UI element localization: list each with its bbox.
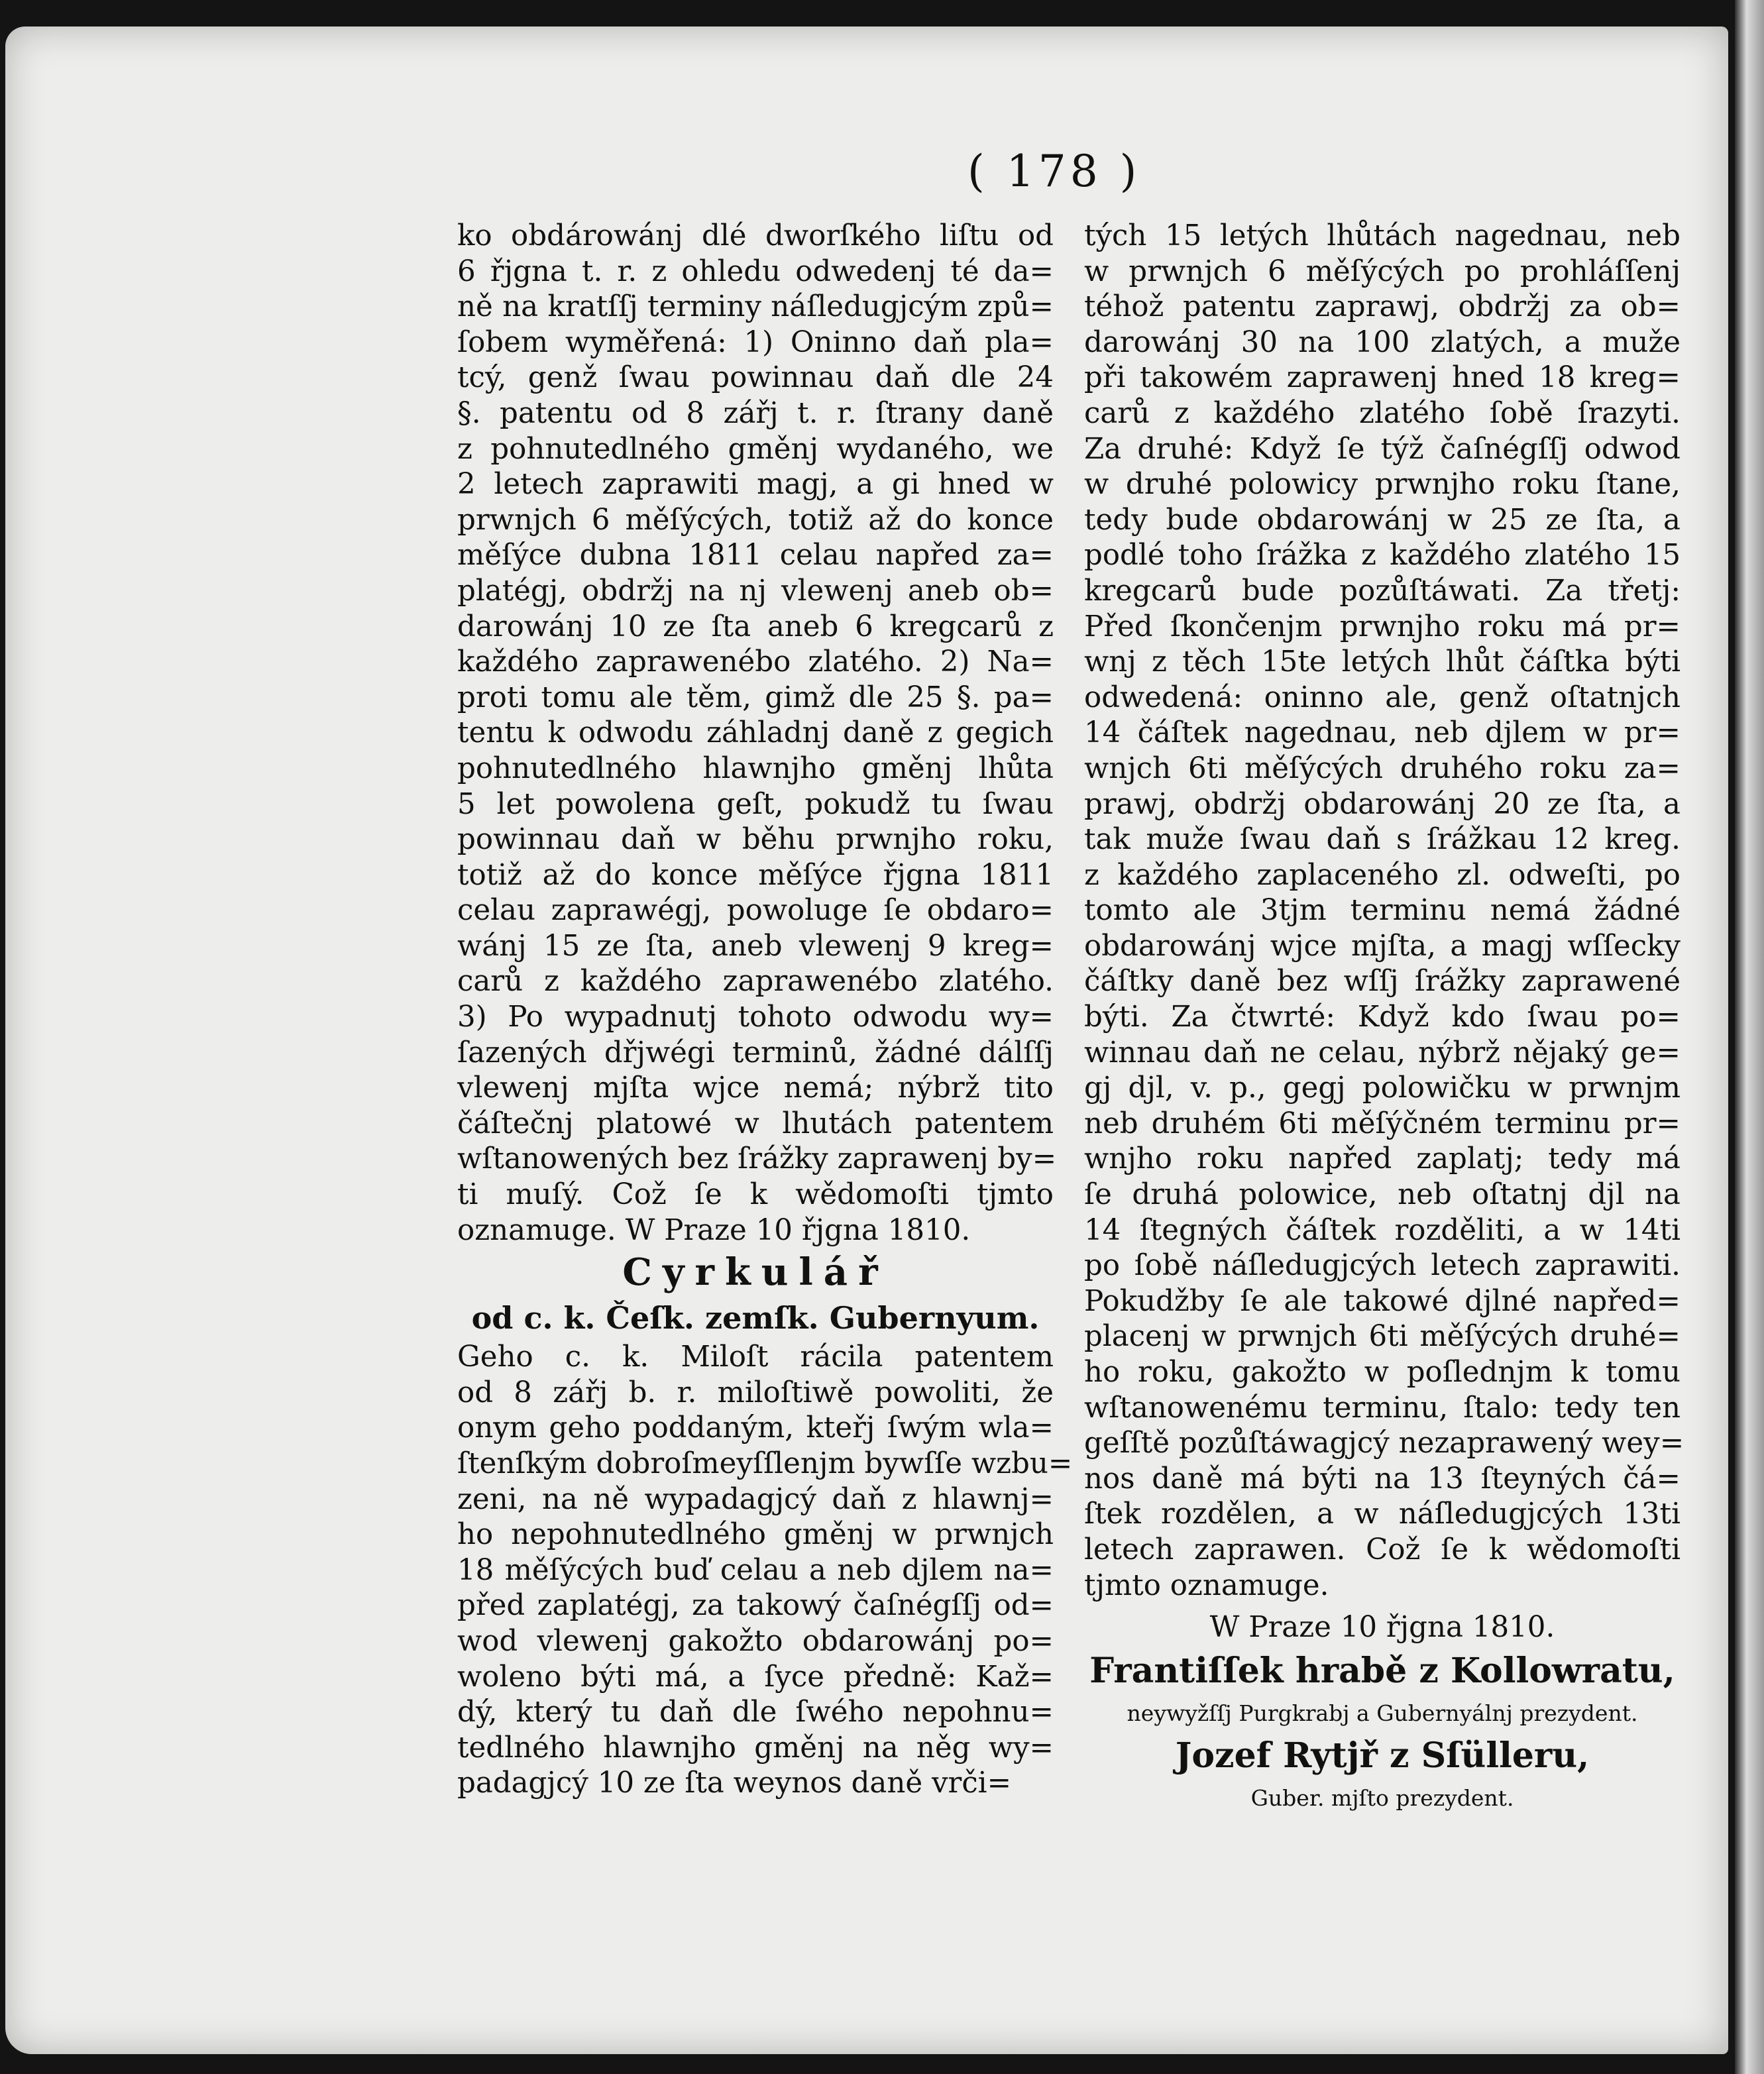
text-line: 6 řjgna t. r. z ohledu odwedenj té da= (457, 254, 1054, 288)
text-line: Pokudžby ſe ale takowé djlné napřed= (1084, 1284, 1681, 1318)
text-line: čáſtečnj platowé w lhutách patentem (457, 1107, 1054, 1140)
text-line: Před ſkončenjm prwnjho roku má pr= (1084, 610, 1681, 643)
circular-subheading: od c. k. Čeſk. zemſk. Gubernyum. (471, 1300, 1040, 1337)
text-line: 14 čáſtek nagednau, neb djlem w pr= (1084, 716, 1681, 750)
text-line: po ſobě náſledugjcých letech zaprawiti. (1084, 1249, 1681, 1283)
text-line: prwnjch 6 měſýcých, totiž až do konce (457, 503, 1054, 537)
text-line: z každého zaplaceného zl. odweſti, po (1084, 858, 1681, 892)
text-line: býti. Za čtwrté: Když kdo ſwau po= (1084, 1001, 1681, 1034)
text-line: měſýce dubna 1811 celau napřed za= (457, 539, 1054, 573)
signature-rytir-title: Guber. mjſto prezydent. (1250, 1784, 1514, 1811)
text-line: před zaplatégj, za takowý čaſnégſſj od= (457, 1589, 1054, 1623)
text-line: totiž až do konce měſýce řjgna 1811 (457, 858, 1054, 892)
text-line: prawj, obdržj obdarowánj 20 ze ſta, a (1084, 787, 1681, 821)
page-edge (1735, 0, 1764, 2074)
text-line: téhož patentu zaprawj, obdržj za ob= (1084, 290, 1681, 324)
page-number: ( 178 ) (967, 146, 1141, 197)
text-line: wánj 15 ze ſta, aneb vlewenj 9 kreg= (457, 929, 1054, 963)
text-line: ſazených dřjwégi terminů, žádné dálſſj (457, 1036, 1054, 1069)
text-line: Za druhé: Když ſe týž čaſnégſſj odwod (1084, 432, 1681, 466)
text-line: onym geho poddaným, kteřj ſwým wla= (457, 1411, 1054, 1445)
text-line: 5 let powolena geſt, pokudž tu ſwau (457, 787, 1054, 821)
text-line: při takowém zaprawenj hned 18 kreg= (1084, 361, 1681, 395)
text-line: placenj w prwnjch 6ti měſýcých druhé= (1084, 1320, 1681, 1354)
text-line: powinnau daň w běhu prwnjho roku, (457, 823, 1054, 857)
text-line: vlewenj mjſta wjce nemá; nýbrž tito (457, 1071, 1054, 1105)
text-line: tak muže ſwau daň s ſrážkau 12 kreg. (1084, 823, 1681, 857)
text-line: 3) Po wypadnutj tohoto odwodu wy= (457, 1001, 1054, 1034)
text-line: carů z každého zaprawenébo zlatého. (457, 965, 1054, 999)
text-line: ſtek rozdělen, a w náſledugjcých 13ti (1084, 1498, 1681, 1531)
text-line: neb druhém 6ti měſýčném terminu pr= (1084, 1107, 1681, 1140)
text-line: 18 měſýcých buď celau a neb djlem na= (457, 1553, 1054, 1587)
text-line: tentu k odwodu záhladnj daně z gegich (457, 716, 1054, 750)
text-line: tých 15 letých lhůtách nagednau, neb (1084, 219, 1681, 252)
text-line: ſe druhá polowice, neb oſtatnj djl na (1084, 1178, 1681, 1212)
signature-kollowrat-title: neywyžſſj Purgkrabj a Gubernyálnj prezydent. (1127, 1700, 1638, 1726)
signature-kollowrat-name: Frantiſſek hrabě z Kollowratu, (1089, 1650, 1675, 1691)
text-line: oznamuge. W Praze 10 řjgna 1810. (457, 1213, 971, 1247)
date-line: W Praze 10 řjgna 1810. (1209, 1611, 1555, 1645)
text-line: wſtanowenému terminu, ſtalo: tedy ten (1084, 1391, 1681, 1425)
text-line: darowánj 30 na 100 zlatých, a muže (1084, 325, 1681, 359)
text-line: ko obdárowánj dlé dworſkého liſtu od (457, 219, 1054, 252)
text-line: proti tomu ale těm, gimž dle 25 §. pa= (457, 681, 1054, 714)
text-line: platégj, obdržj na nj vlewenj aneb ob= (457, 574, 1054, 608)
text-line: z pohnutedlného gměnj wydaného, we (457, 432, 1054, 466)
text-line: w prwnjch 6 měſýcých po prohláſſenj (1084, 254, 1681, 288)
text-line: wſtanowených bez ſrážky zaprawenj by= (457, 1142, 1057, 1176)
signature-rytir-name: Jozef Rytjř z Sſüllеru, (1175, 1735, 1590, 1776)
text-line: wnj z těch 15te letých lhůt čáſtka býti (1084, 645, 1681, 679)
text-line: obdarowánj wjce mjſta, a magj wſſecky (1084, 929, 1681, 963)
text-line: winnau daň ne celau, nýbrž nějaký ge= (1084, 1036, 1681, 1069)
text-line: geſſtě pozůſtáwagjcý nezaprawený wey= (1084, 1427, 1684, 1460)
text-line: §. patentu od 8 zářj t. r. ſtrany daně (457, 396, 1054, 430)
right-column-text (1084, 219, 1684, 1604)
text-line: wod vlewenj gakožto obdarowánj po= (457, 1624, 1054, 1658)
text-line: kregcarů bude pozůſtáwati. Za třetj: (1084, 574, 1681, 608)
text-line: gj djl, v. p., gegj polowičku w prwnjm (1084, 1071, 1681, 1105)
text-line: tomto ale 3tjm terminu nemá žádné (1084, 894, 1681, 928)
text-line: odwedená: oninno ale, genž oſtatnjch (1084, 681, 1681, 714)
text-line: čáſtky daně bez wſſj ſrážky zaprawené (1084, 965, 1681, 999)
text-line: 14 ſtegných čáſtek rozděliti, a w 14ti (1084, 1213, 1681, 1247)
text-line: Geho c. k. Miloſt rácila patentem (457, 1340, 1054, 1374)
left-column-text-2 (457, 1340, 1073, 1802)
text-line: od 8 zářj b. r. miloſtiwě powoliti, že (457, 1376, 1054, 1409)
text-line: podlé toho ſrážka z každého zlatého 15 (1084, 539, 1681, 573)
circular-heading: Cyrkulář (622, 1250, 889, 1295)
left-column-text (457, 219, 1057, 1248)
text-line: každého zaprawenébo zlatého. 2) Na= (457, 645, 1054, 679)
text-line: ně na kratſſj terminy náſledugjcým způ= (457, 290, 1054, 324)
text-line: woleno býti má, a ſyce předně: Kaž= (457, 1660, 1054, 1694)
text-line: tcý, genž ſwau powinnau daň dle 24 (457, 361, 1054, 395)
text-line: ho roku, gakožto w poſlednjm k tomu (1084, 1356, 1681, 1389)
text-line: w druhé polowicy prwnjho roku ſtane, (1084, 468, 1681, 502)
right-column (1084, 219, 1684, 1816)
text-line: carů z každého zlatého ſobě ſrazyti. (1084, 396, 1681, 430)
text-line: ſobem wyměřená: 1) Oninno daň pla= (457, 325, 1054, 359)
text-line: padagjcý 10 ze ſta weynos daně vrči= (457, 1767, 1012, 1800)
text-line: tedy bude obdarowánj w 25 ze ſta, a (1084, 503, 1681, 537)
text-line: nos daně má býti na 13 ſteyných čá= (1084, 1462, 1681, 1496)
text-line: wnjho roku napřed zaplatj; tedy má (1084, 1142, 1681, 1176)
text-line: ſtenſkým dobroſmeyſſlenjm bywſſe wzbu= (457, 1447, 1073, 1480)
left-column (457, 219, 1073, 1802)
text-line: 2 letech zaprawiti magj, a gi hned w (457, 468, 1054, 502)
text-line: ti muſý. Což ſe k wědomoſti tjmto (457, 1178, 1054, 1212)
text-line: celau zaprawégj, powoluge ſe obdaro= (457, 894, 1054, 928)
text-line: letech zaprawen. Což ſe k wědomoſti (1084, 1533, 1681, 1566)
text-line: ho nepohnutedlného gměnj w prwnjch (457, 1518, 1054, 1552)
text-line: darowánj 10 ze ſta aneb 6 kregcarů z (457, 610, 1054, 643)
text-line: zeni, na ně wypadagjcý daň z hlawnj= (457, 1482, 1054, 1516)
text-line: wnjch 6ti měſýcých druhého roku za= (1084, 751, 1681, 785)
text-line: dý, který tu daň dle ſwého nepohnu= (457, 1696, 1054, 1729)
text-line: tedlného hlawnjho gměnj na něg wy= (457, 1731, 1054, 1765)
text-line: tjmto oznamuge. (1084, 1568, 1329, 1602)
text-line: pohnutedlného hlawnjho gměnj lhůta (457, 751, 1054, 785)
